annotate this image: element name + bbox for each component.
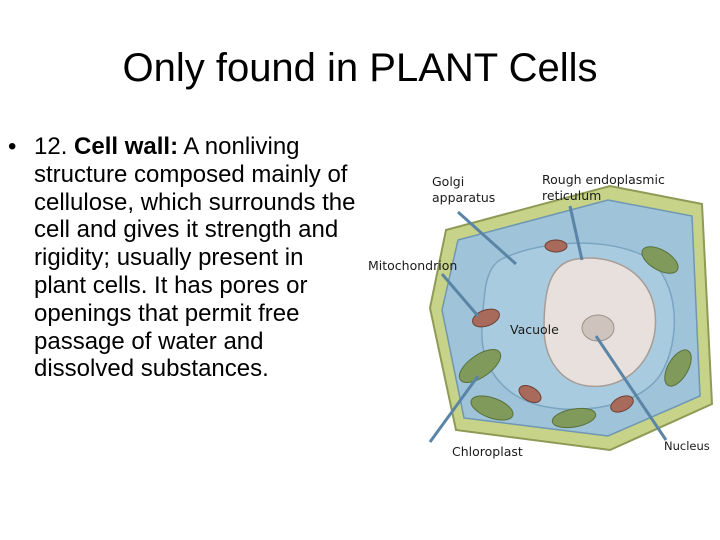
bullet-number: 12. [34,133,68,160]
bullet-term: Cell wall: [74,133,179,160]
vacuole-label: Vacuole [510,322,559,337]
bullet-definition: A nonliving structure composed mainly of cellulose, which surrounds the cell and gives it strength and rigidity; usually present in plant cells. It has pores or openings that permit free passage of water and dissolved substances. [34,133,356,383]
chloroplast-label: Chloroplast [452,444,523,459]
nucleus-label: Nucleus [664,439,710,453]
mitochondrion-label: Mitochondrion [368,258,458,273]
plant-cell-illustration [360,168,720,468]
plant-cell-diagram [360,168,720,468]
bullet-list [8,133,360,383]
golgi-label-line1: Golgi [432,174,465,189]
golgi-label-line2: apparatus [432,190,496,205]
rough-er-label-line1: Rough endoplasmic [542,172,665,187]
mitochondrion-4 [545,240,567,252]
bullet-item [8,133,360,383]
bullet-text [34,133,360,383]
bullet-marker: • [8,133,17,160]
rough-er-label-line2: reticulum [542,188,602,203]
slide-title: Only found in PLANT Cells [122,46,598,90]
